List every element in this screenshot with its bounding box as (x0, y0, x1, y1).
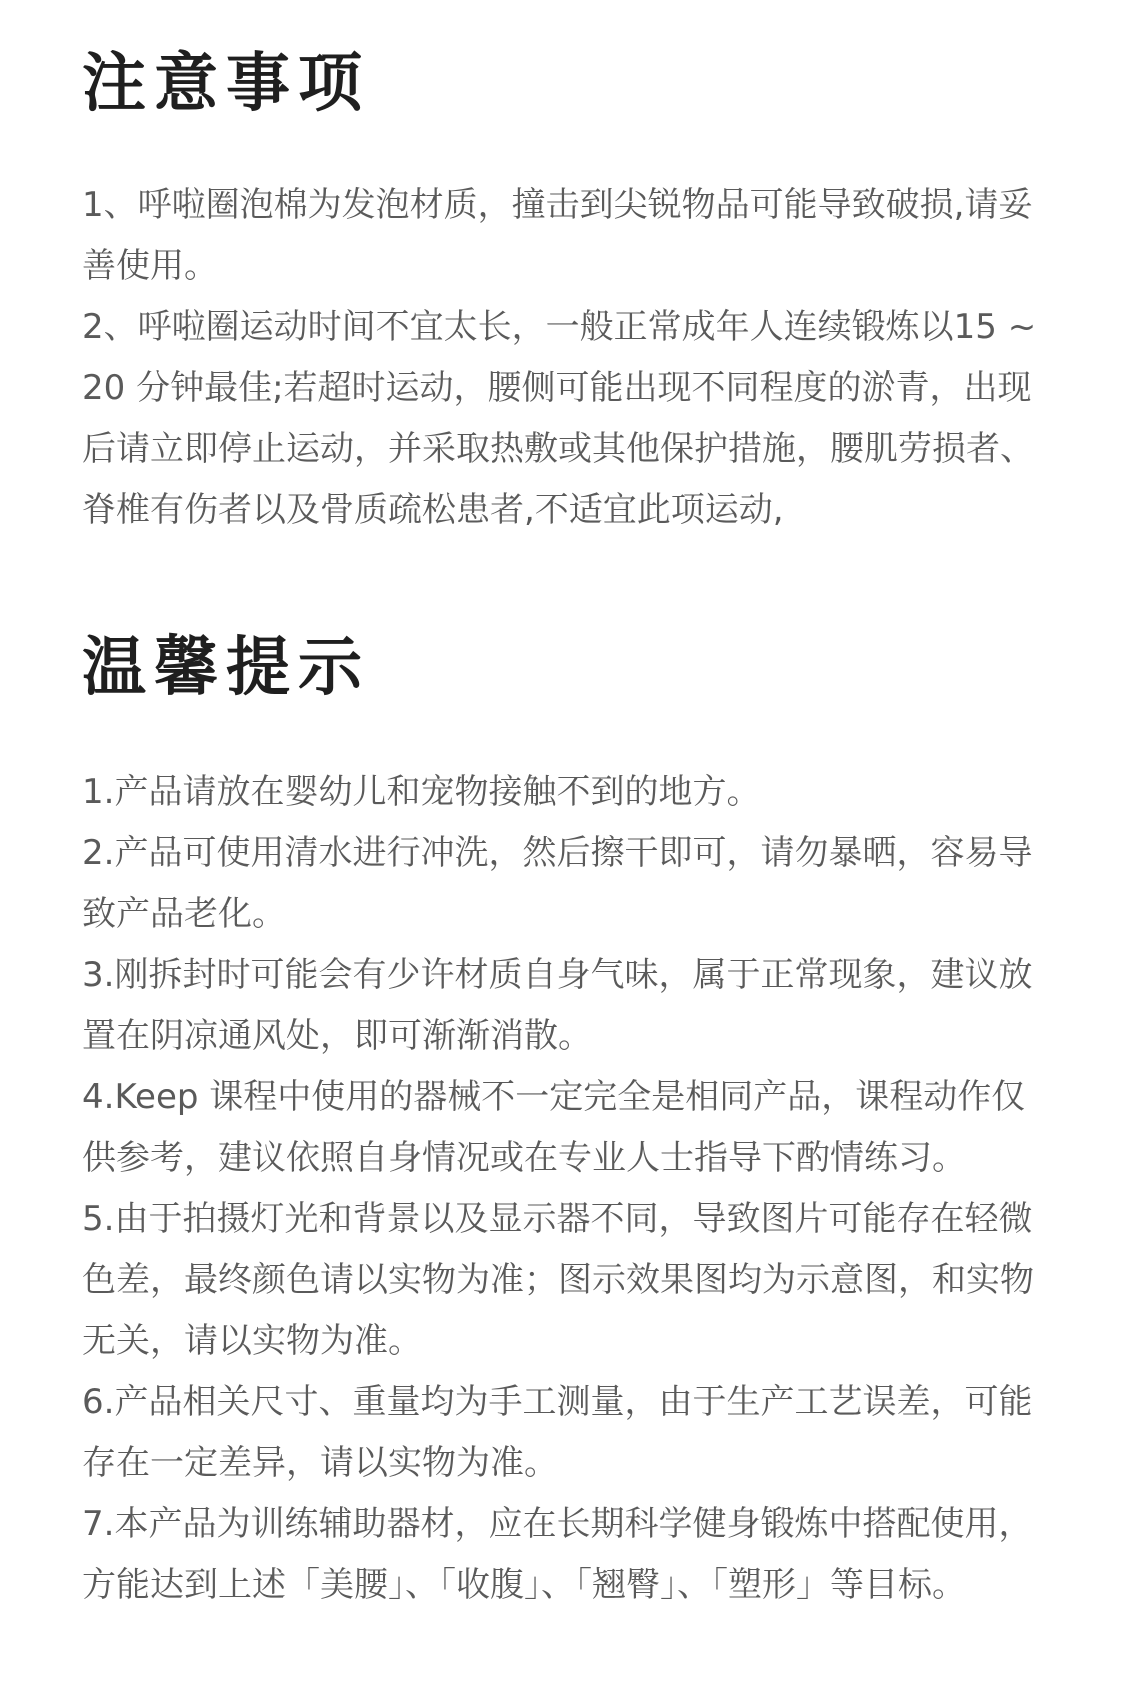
notice-item: 1、呼啦圈泡棉为发泡材质，撞击到尖锐物品可能导致破损,请妥善使用。 (82, 185, 1033, 286)
tip-item: 4.Keep 课程中使用的器械不一定完全是相同产品，课程动作仅供参考，建议依照自身情况或在专业人士指导下酌情练习。 (82, 1077, 1026, 1178)
notice-title: 注意事项 (82, 47, 370, 121)
tip-item: 5.由于拍摄灯光和背景以及显示器不同，导致图片可能存在轻微色差，最终颜色请以实物为准；图示效果图均为示意图，和实物无关，请以实物为准。 (82, 1199, 1034, 1361)
tips-list (82, 762, 1057, 1616)
tip-item: 3.刚拆封时可能会有少许材质自身气味，属于正常现象，建议放置在阴凉通风处，即可渐渐消散。 (82, 955, 1033, 1056)
notice-list (82, 175, 1057, 541)
notice-item: 2、呼啦圈运动时间不宜太长，一般正常成年人连续锻炼以15 ~ 20 分钟最佳;若超时运动，腰侧可能出现不同程度的淤青，出现后请立即停止运动，并采取热敷或其他保护措施，腰肌劳损者、脊椎有伤者以及骨质疏松患者,不适宜此项运动, (82, 307, 1037, 530)
tip-item: 6.产品相关尺寸、重量均为手工测量，由于生产工艺误差，可能存在一定差异，请以实物为准。 (82, 1382, 1033, 1483)
tip-item: 7.本产品为训练辅助器材，应在长期科学健身锻炼中搭配使用，方能达到上述「美腰」、「收腹」、「翘臀」、「塑形」等目标。 (82, 1504, 1033, 1605)
tip-item: 1.产品请放在婴幼儿和宠物接触不到的地方。 (82, 772, 761, 812)
tips-title: 温馨提示 (82, 631, 370, 705)
tip-item: 2.产品可使用清水进行冲洗，然后擦干即可，请勿暴晒，容易导致产品老化。 (82, 833, 1033, 934)
